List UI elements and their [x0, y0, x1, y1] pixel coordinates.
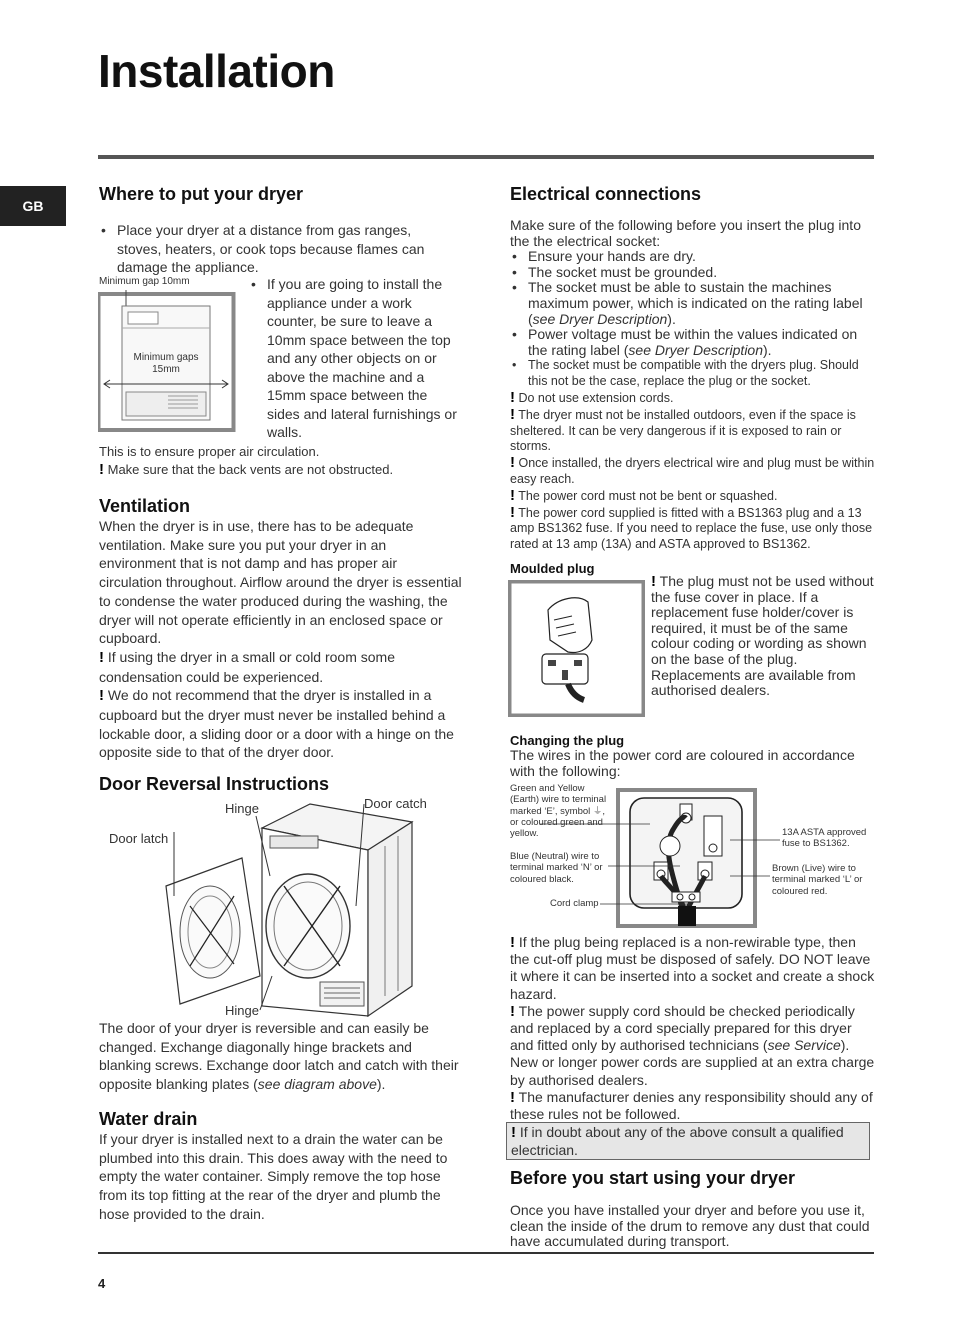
- before-use-heading: Before you start using your dryer: [510, 1168, 796, 1188]
- earth-wire-label-after: , or coloured green and yellow.: [510, 805, 606, 840]
- replacing-warning-3: The manufacturer denies any responsibility should any of these rules not be followed.: [510, 1088, 873, 1123]
- electrical-list: [510, 249, 875, 389]
- where-bullet-1: • Place your dryer at a distance from gas ranges, stoves, heaters, or cook tops because flames can damage the appliance.: [99, 221, 459, 277]
- electrician-notice: [511, 1124, 861, 1158]
- electrical-bullet-3: [510, 280, 875, 327]
- earth-symbol-icon: ⏚: [592, 805, 603, 817]
- warning-mark: !: [510, 454, 515, 472]
- replacing-warning-2-after: ). New or longer power cords are supplied at an extra charge by authorised dealers.: [510, 1037, 875, 1088]
- page-title: Installation: [98, 45, 335, 97]
- electrical-intro: Make sure of the following before you insert the plug into the the electrical socket:: [510, 217, 861, 249]
- electrician-notice-box: [506, 1122, 870, 1160]
- cord-clamp-label: Cord clamp: [550, 898, 599, 909]
- door-text-before: The door of your dryer is reversible and can easily be changed. Exchange diagonally hinge brackets and blanking screws. Exchange door latch and catch with their opposite blanking plates (: [99, 1020, 459, 1093]
- electrical-bullet-5: • The socket must be compatible with the dryers plug. Should this not be the case, replace the plug or the socket.: [510, 358, 875, 389]
- wiring-leader-lines: [540, 800, 790, 910]
- electrical-bullet-4-after: ).: [763, 341, 772, 358]
- electrical-warnings: [510, 390, 875, 553]
- electrical-warning-4: The power cord must not be bent or squashed.: [518, 488, 778, 503]
- electrical-warning-5: The power cord supplied is fitted with a BS1363 plug and a 13 amp BS1362 fuse. If you need to replace the fuse, use only those rated at 13 amp (13A) and ASTA approved to BS1362.: [510, 505, 873, 552]
- door-text-ref: see diagram above: [257, 1076, 377, 1093]
- changing-plug-text: The wires in the power cord are coloured in accordance with the following:: [510, 747, 855, 779]
- electrical-heading: Electrical connections: [510, 184, 702, 204]
- moulded-plug-text: [651, 574, 876, 699]
- replacing-warning-2-before: The power supply cord should be checked periodically and replaced by a cord specially prepared for this dryer and fitted only by authorised technicians (: [510, 1002, 855, 1054]
- moulded-note: Replacements are available from authorised dealers.: [651, 666, 856, 699]
- electrical-bullet-3-ref: see Dryer Description: [532, 310, 668, 327]
- earth-wire-label-before: Green and Yellow (Earth) wire to terminal marked ‘E’, symbol: [510, 783, 607, 817]
- door-catch-label: Door catch: [364, 796, 427, 811]
- warning-mark: !: [510, 1088, 515, 1106]
- warning-mark: !: [510, 405, 515, 423]
- ventilation-body: [99, 517, 463, 762]
- warning-mark: !: [510, 503, 515, 521]
- min-gap-top-label: Minimum gap 10mm: [99, 276, 190, 287]
- warning-mark: !: [511, 1124, 516, 1141]
- replacing-warning-1: If the plug being replaced is a non-rewirable type, then the cut-off plug must be disposed of safely. DO NOT leave it where it can be inserted into a socket and create a shock hazard.: [510, 934, 875, 1002]
- door-reversal-diagram: [160, 796, 420, 1020]
- where-warning: [99, 462, 459, 478]
- page-number: 4: [98, 1276, 106, 1291]
- door-heading: Door Reversal Instructions: [99, 774, 330, 794]
- changing-plug-heading: Changing the plug: [510, 733, 625, 748]
- fuse-label: 13A ASTA approved fuse to BS1362.: [782, 827, 867, 850]
- warning-mark: !: [99, 461, 104, 478]
- warning-mark: !: [510, 1002, 515, 1020]
- ventilation-warning-2: We do not recommend that the dryer is installed in a cupboard but the dryer must never be installed behind a lockable door, a sliding door or a door with a hinge on the opposite side to that of the dryer door.: [99, 687, 454, 761]
- electrical-bullet-4-ref: see Dryer Description: [628, 341, 764, 358]
- moulded-plug-illustration: [508, 580, 645, 717]
- electrical-warning-2: The dryer must not be installed outdoors, even if the space is sheltered. It can be very dangerous if it is exposed to rain or storms.: [510, 407, 856, 454]
- warning-mark: !: [510, 934, 515, 951]
- hinge-top-label: Hinge: [225, 801, 259, 816]
- where-bullets-2: [249, 275, 459, 442]
- electrical-warning-3: Once installed, the dryers electrical wire and plug must be within easy reach.: [510, 456, 875, 486]
- neutral-wire-label: Blue (Neutral) wire to terminal marked ‘N’ or coloured black.: [510, 851, 603, 885]
- electrical-bullet-2: • The socket must be grounded.: [510, 265, 875, 281]
- top-divider: [98, 155, 874, 159]
- where-bullets: [99, 221, 459, 277]
- water-text: If your dryer is installed next to a drain the water can be plumbed into this drain. This does away with the need to empty the water container. Simply remove the top hose from its top fitting at the rear of the dryer and plumb the hose provided to the drain.: [99, 1131, 448, 1222]
- electrical-bullet-1: • Ensure your hands are dry.: [510, 249, 875, 265]
- where-warning-text: Make sure that the back vents are not obstructed.: [107, 462, 394, 477]
- door-text-after: ).: [376, 1076, 386, 1093]
- electrical-body: [510, 218, 875, 390]
- door-latch-label: Door latch: [109, 831, 169, 846]
- electrical-bullet-3-after: ).: [667, 310, 676, 327]
- electrical-bullet-4-before: Power voltage must be within the values indicated on the rating label (: [528, 326, 858, 358]
- replacing-warning-2-ref: see Service: [767, 1037, 841, 1054]
- moulded-plug-heading: Moulded plug: [510, 561, 595, 576]
- ventilation-heading: Ventilation: [99, 496, 191, 516]
- live-wire-label: Brown (Live) wire to terminal marked ‘L’ or coloured red.: [772, 863, 863, 897]
- where-bullet-2: • If you are going to install the appliance under a work counter, be sure to leave a 10mm space between the top and any other objects on or above the machine and a 15mm space between the sides and lateral furnishings or walls.: [249, 275, 459, 442]
- warning-mark: !: [99, 687, 104, 705]
- language-tab: GB: [0, 186, 66, 226]
- electrical-warning-1: Do not use extension cords.: [518, 391, 674, 405]
- min-gap-side-label: Minimum gaps 15mm: [126, 352, 206, 376]
- warning-mark: !: [510, 486, 515, 504]
- warning-mark: !: [651, 573, 656, 590]
- before-use-text: Once you have installed your dryer and before you use it, clean the inside of the drum to remove any dust that could have accumulated during transport.: [510, 1202, 870, 1250]
- hinge-bottom-label: Hinge: [225, 1003, 259, 1018]
- ventilation-warning-1: If using the dryer in a small or cold room some condensation could be experienced.: [99, 648, 396, 685]
- electrical-bullet-4: [510, 327, 875, 358]
- electrical-bullet-3-before: The socket must be able to sustain the machines maximum power, which is indicated on the rating label (: [528, 279, 863, 327]
- bottom-divider: [98, 1252, 874, 1254]
- warning-mark: !: [510, 389, 515, 406]
- warning-mark: !: [99, 648, 104, 666]
- ventilation-text: When the dryer is in use, there has to be adequate ventilation. Make sure you put your dryer in an environment that is not damp and has proper air circulation throughout. Airflow around the dryer is essential to condense the water produced during the washing, the dryer will not operate efficiently in an enclosed space or cupboard.: [99, 518, 462, 647]
- replacing-warning-4: If in doubt about any of the above consult a qualified electrician.: [511, 1124, 844, 1158]
- where-after: This is to ensure proper air circulation.: [99, 444, 320, 459]
- where-heading: Where to put your dryer: [99, 184, 304, 204]
- moulded-warning: The plug must not be used without the fuse cover in place. If a replacement fuse holder/cover is required, it must be of the same colour coding or wording as shown on the base of the plug.: [651, 573, 874, 667]
- door-text: [99, 1019, 463, 1094]
- replacing-warnings: [510, 934, 875, 1123]
- water-heading: Water drain: [99, 1109, 198, 1129]
